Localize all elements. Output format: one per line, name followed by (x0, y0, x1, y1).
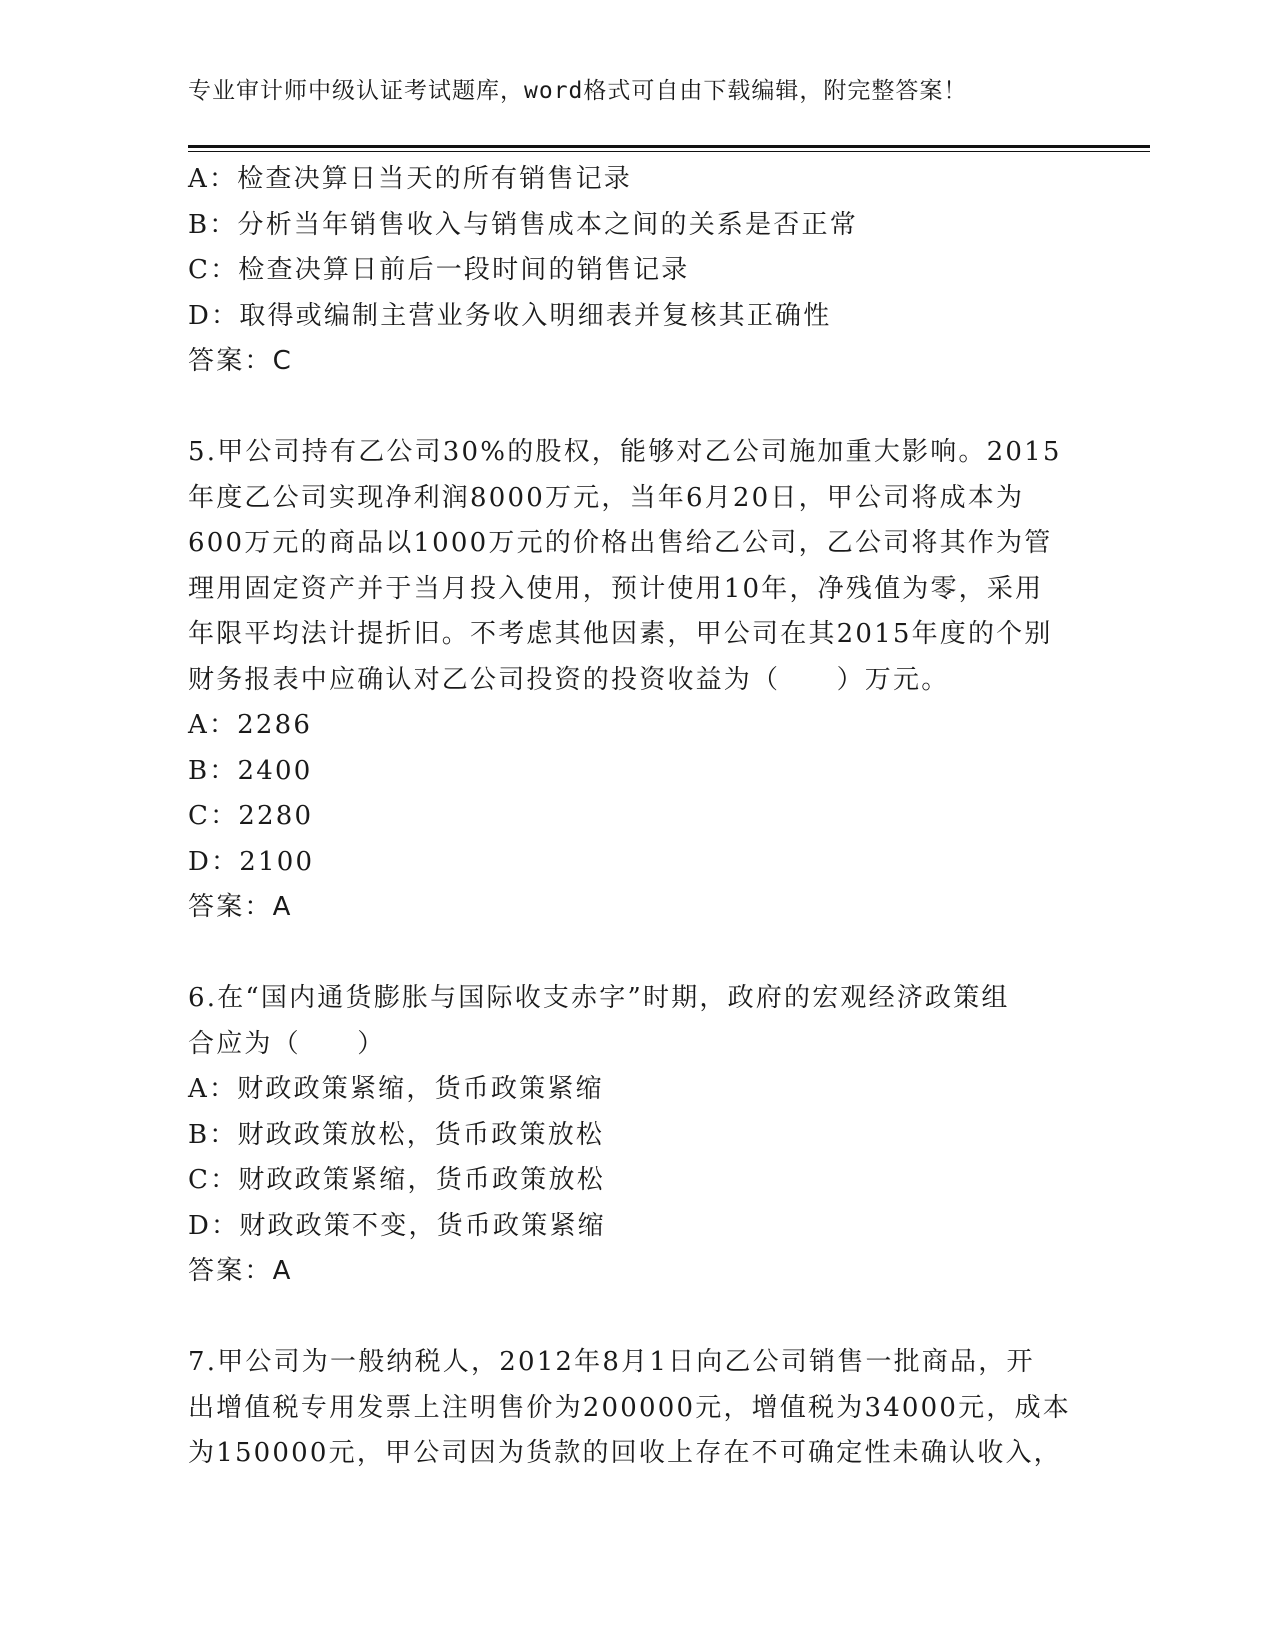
question-text-line: 600万元的商品以1000万元的价格出售给乙公司，乙公司将其作为管 (188, 528, 1053, 558)
option-d: D：财政政策不变，货币政策紧缩 (188, 1210, 606, 1241)
question-text-line: 年度乙公司实现净利润8000万元，当年6月20日，甲公司将成本为 (188, 482, 1025, 513)
option-b: B：财政政策放松，货币政策放松 (188, 1119, 605, 1150)
document-body (188, 157, 1078, 1477)
answer: 答案：A (188, 1256, 293, 1286)
question-text-line: 6.在“国内通货膨胀与国际收支赤字”时期，政府的宏观经济政策组 (188, 983, 1010, 1013)
option-c: C：检查决算日前后一段时间的销售记录 (188, 255, 690, 285)
header-rule-thin (188, 151, 1150, 152)
option-b: B：分析当年销售收入与销售成本之间的关系是否正常 (188, 209, 858, 240)
option-b: B：2400 (188, 755, 313, 786)
question-7 (188, 1340, 1078, 1477)
question-text-line: 财务报表中应确认对乙公司投资的投资收益为（ ）万元。 (188, 664, 950, 695)
answer: 答案：C (188, 346, 293, 376)
question-4 (188, 157, 1078, 385)
question-text-line: 出增值税专用发票上注明售价为200000元，增值税为34000元，成本 (188, 1392, 1071, 1423)
spacer (188, 931, 1078, 977)
question-text-line: 7.甲公司为一般纳税人，2012年8月1日向乙公司销售一批商品，开 (188, 1347, 1035, 1377)
option-d: D：取得或编制主营业务收入明细表并复核其正确性 (188, 300, 832, 331)
header-rule-thick (188, 145, 1150, 148)
question-text-line: 为150000元，甲公司因为货款的回收上存在不可确定性未确认收入， (188, 1438, 1062, 1468)
question-6 (188, 976, 1078, 1295)
spacer (188, 1295, 1078, 1341)
option-c: C：2280 (188, 801, 314, 831)
option-a: A：财政政策紧缩，货币政策紧缩 (188, 1074, 604, 1104)
option-a: A：检查决算日当天的所有销售记录 (188, 164, 632, 194)
question-text-line: 理用固定资产并于当月投入使用，预计使用10年，净残值为零，采用 (188, 573, 1044, 604)
option-d: D：2100 (188, 846, 315, 877)
answer: 答案：A (188, 892, 293, 922)
option-c: C：财政政策紧缩，货币政策放松 (188, 1165, 605, 1195)
spacer (188, 385, 1078, 431)
page-header: 专业审计师中级认证考试题库，word格式可自由下载编辑，附完整答案！ (188, 78, 968, 104)
question-text-line: 5.甲公司持有乙公司30%的股权，能够对乙公司施加重大影响。2015 (188, 437, 1062, 467)
option-a: A：2286 (188, 710, 313, 740)
question-5 (188, 430, 1078, 931)
question-text-line: 合应为（ ） (188, 1028, 386, 1059)
question-text-line: 年限平均法计提折旧。不考虑其他因素，甲公司在其2015年度的个别 (188, 619, 1053, 649)
